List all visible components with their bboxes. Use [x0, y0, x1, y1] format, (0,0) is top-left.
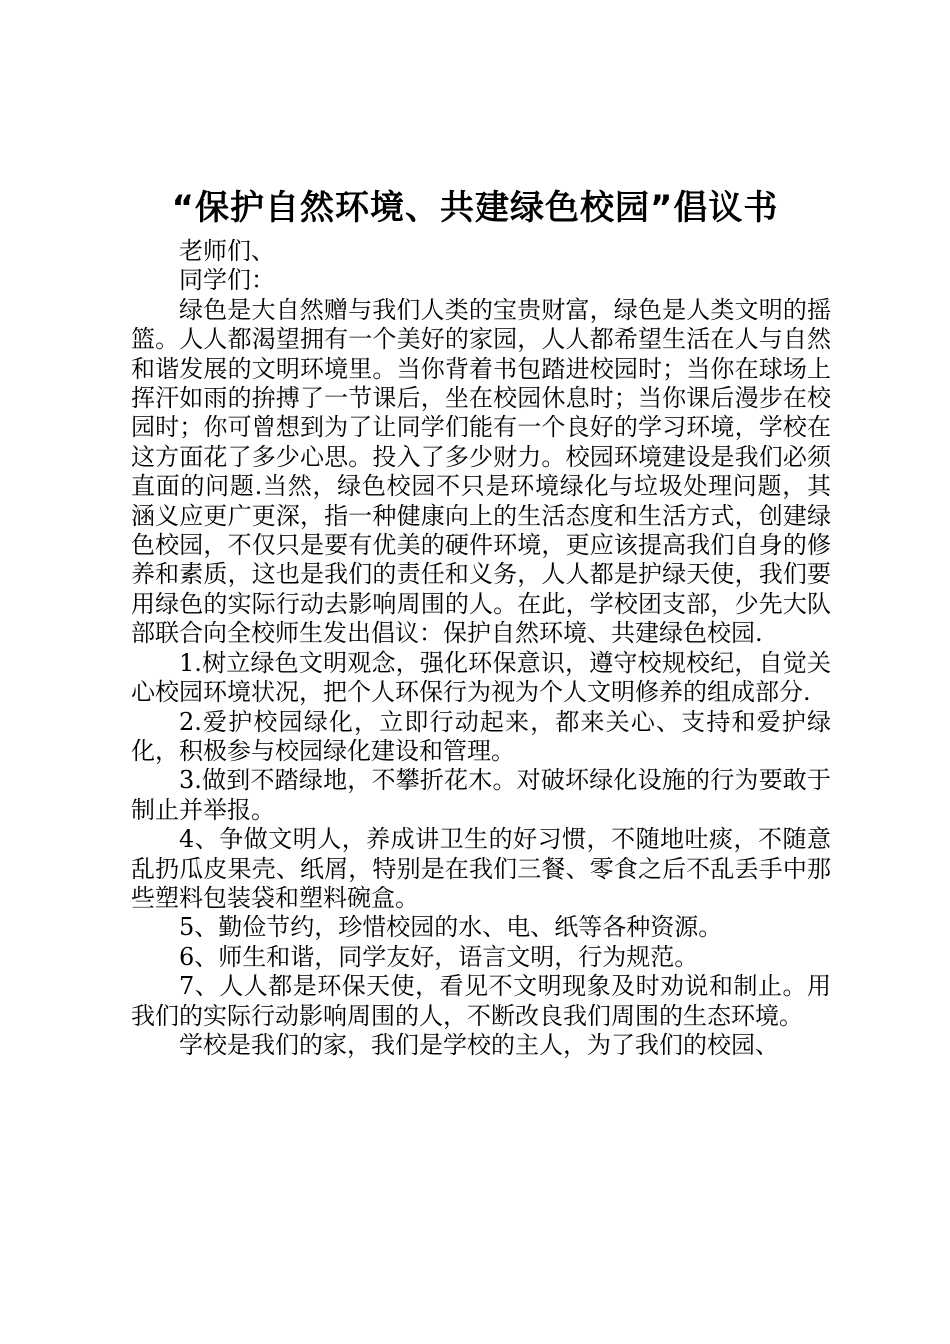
closing-paragraph: 学校是我们的家，我们是学校的主人，为了我们的校园、 — [179, 1030, 779, 1059]
document-body — [131, 237, 831, 1060]
proposal-item-4: 4、争做文明人，养成讲卫生的好习惯，不随地吐痰，不随意乱扔瓜皮果壳、纸屑，特别是在我们三餐、零食之后不乱丢手中那些塑料包装袋和塑料碗盒。 — [131, 825, 831, 912]
proposal-item-2: 2.爱护校园绿化，立即行动起来，都来关心、支持和爱护绿化，积极参与校园绿化建设和管理。 — [131, 707, 831, 765]
intro-paragraph: 绿色是大自然赠与我们人类的宝贵财富，绿色是人类文明的摇篮。人人都渴望拥有一个美好的家园，人人都希望生活在人与自然和谐发展的文明环境里。当你背着书包踏进校园时；当你在球场上挥汗如雨的拚搏了一节课后，坐在校园休息时；当你课后漫步在校园时；你可曾想到为了让同学们能有一个良好的学习环境，学校在这方面花了多少心思。投入了多少财力。校园环境建设是我们必须直面的问题.当然，绿色校园不只是环境绿化与垃圾处理问题，其涵义应更广更深，指一种健康向上的生活态度和生活方式，创建绿色校园，不仅只是要有优美的硬件环境，更应该提高我们自身的修养和素质，这也是我们的责任和义务，人人都是护绿天使，我们要用绿色的实际行动去影响周围的人。在此，学校团支部，少先大队部联合向全校师生发出倡议：保护自然环境、共建绿色校园. — [131, 295, 831, 648]
proposal-item-7: 7、人人都是环保天使，看见不文明现象及时劝说和制止。用我们的实际行动影响周围的人，不断改良我们周围的生态环境。 — [131, 972, 831, 1030]
document-title: “保护自然环境、共建绿色校园”倡议书 — [171, 188, 779, 228]
proposal-item-1: 1.树立绿色文明观念，强化环保意识，遵守校规校纪，自觉关心校园环境状况，把个人环保行为视为个人文明修养的组成部分. — [131, 648, 831, 707]
proposal-item-6: 6、师生和谐，同学友好，语言文明，行为规范。 — [179, 942, 699, 971]
proposal-item-3: 3.做到不踏绿地，不攀折花木。对破坏绿化设施的行为要敢于制止并举报。 — [131, 766, 831, 824]
salutation-teachers: 老师们、 — [179, 237, 275, 265]
salutation-students: 同学们： — [179, 266, 275, 295]
proposal-item-5: 5、勤俭节约，珍惜校园的水、电、纸等各种资源。 — [179, 913, 723, 942]
